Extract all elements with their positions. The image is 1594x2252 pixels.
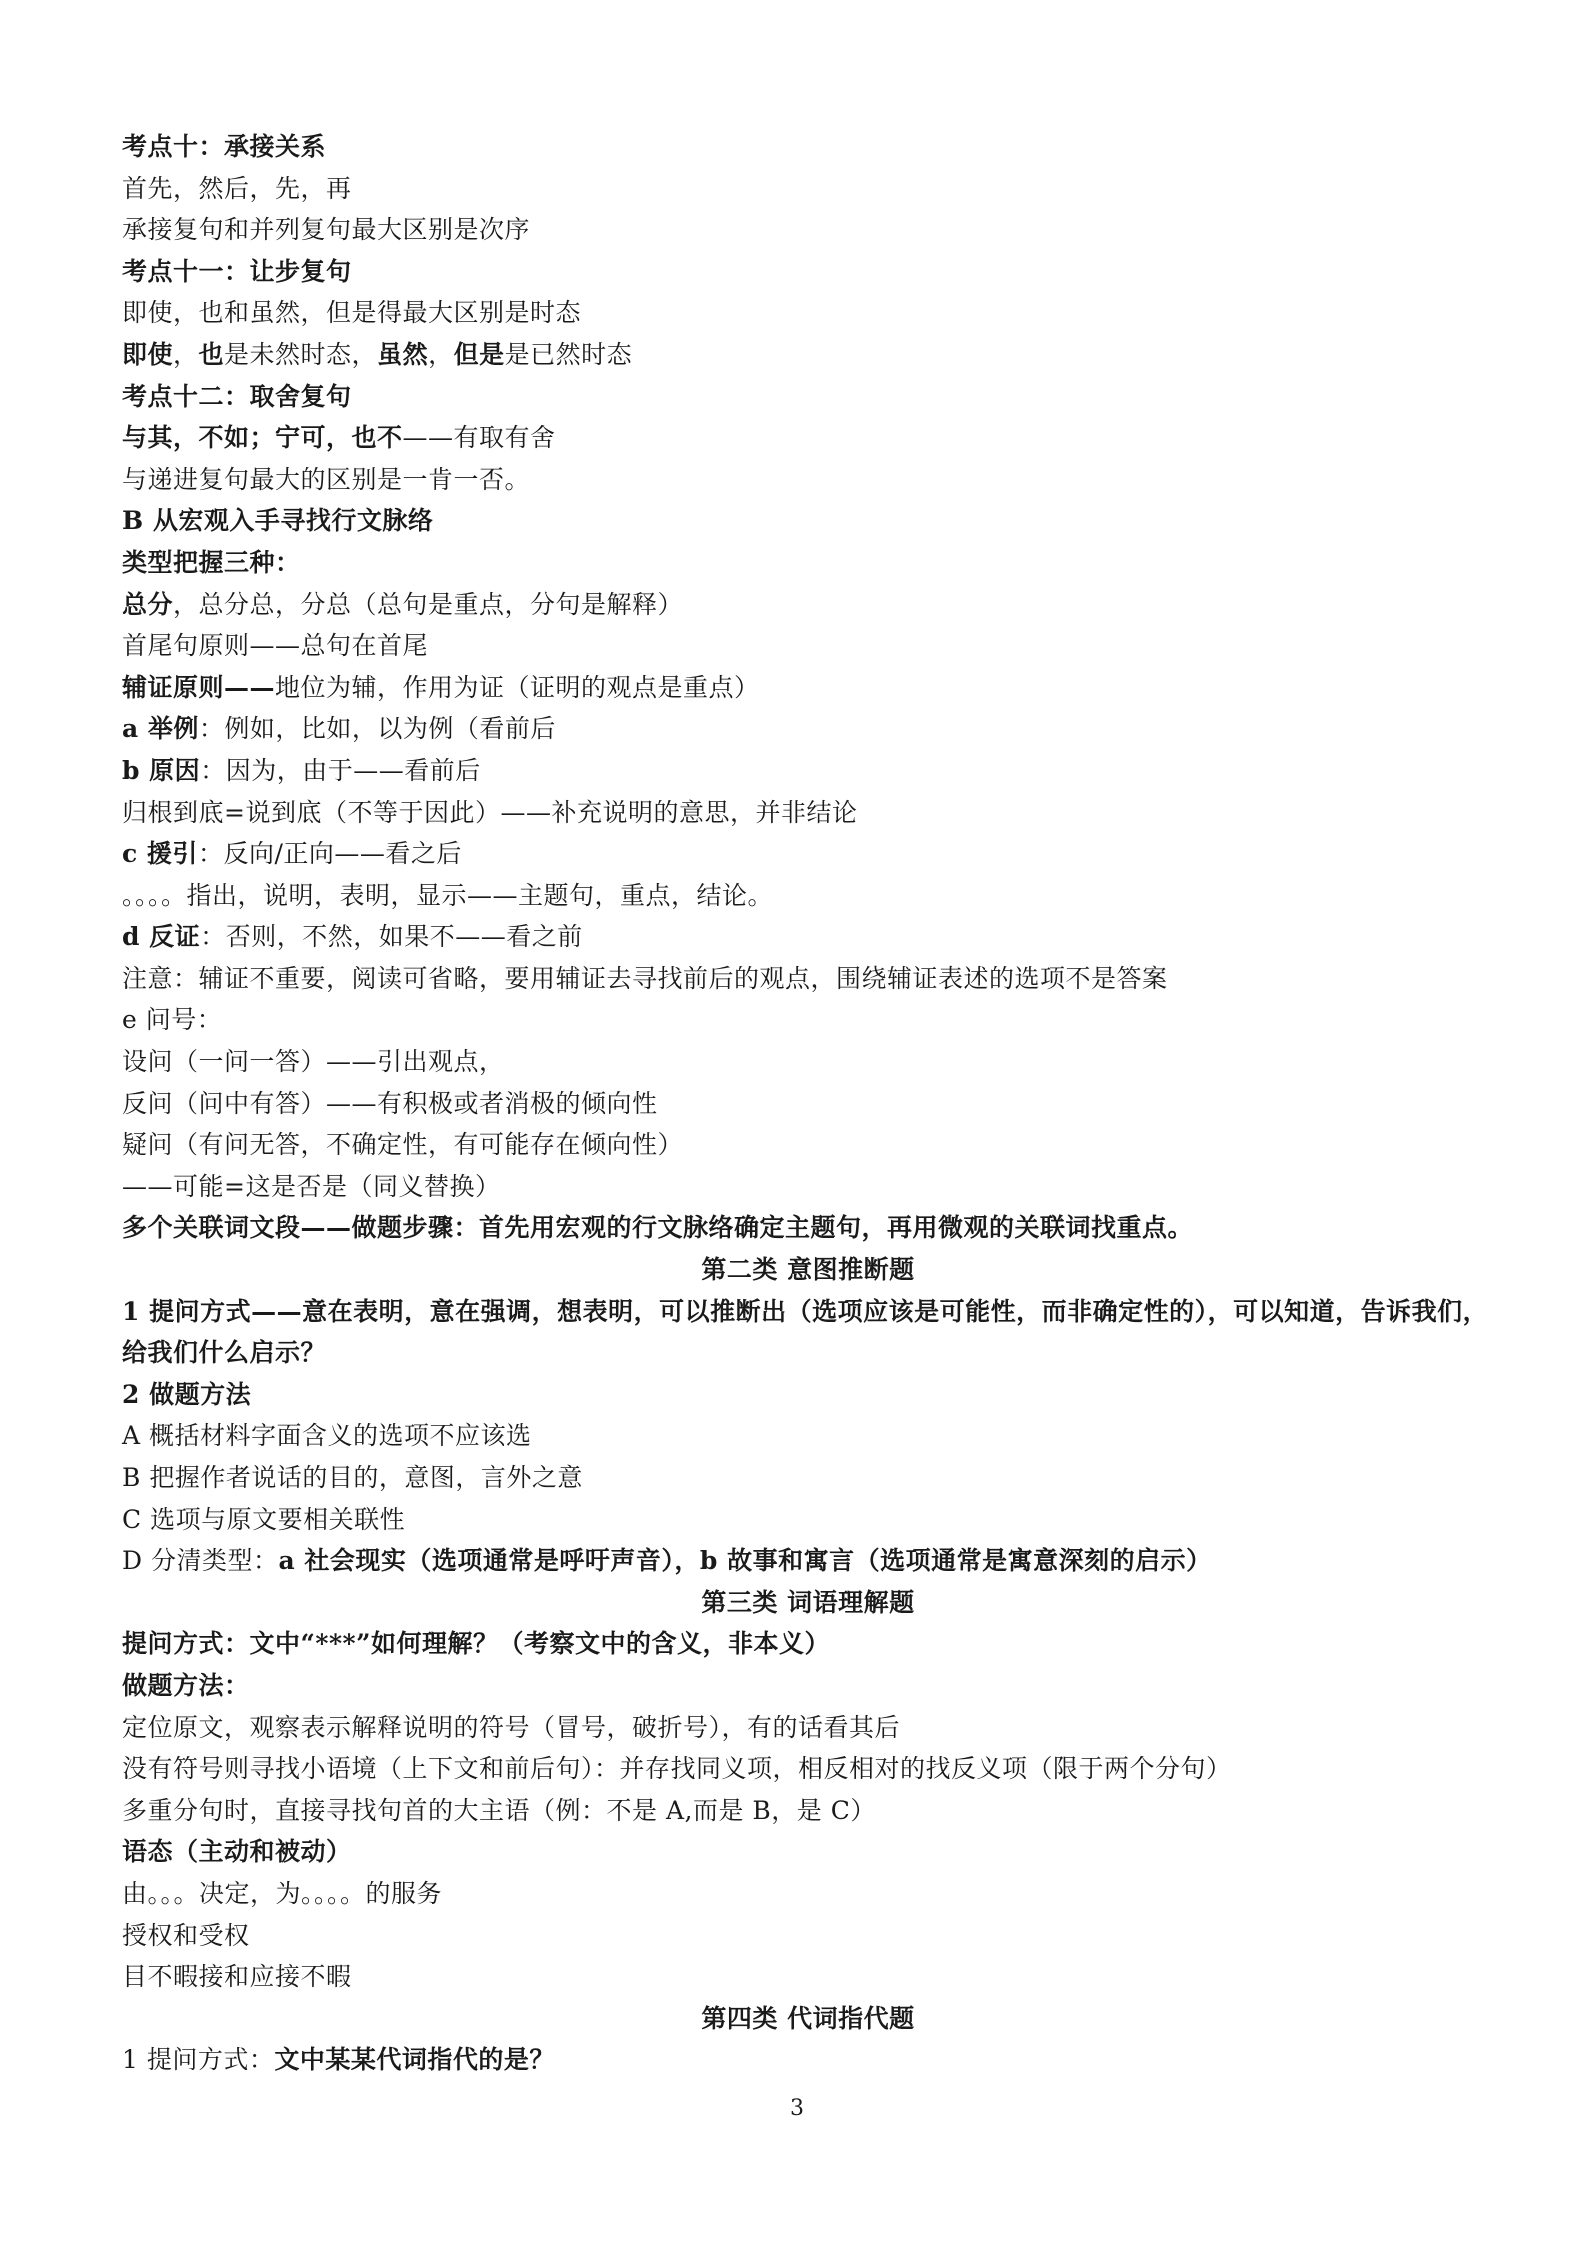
text-segment: 地位为辅，作用为证（证明的观点是重点） <box>275 672 760 702</box>
text-segment: a 举例 <box>122 714 199 744</box>
text-segment: 是未然时态， <box>224 339 378 369</box>
text-line <box>122 1873 1494 1915</box>
text-line <box>122 1956 1494 1998</box>
text-line <box>122 209 1494 251</box>
text-segment: 文中某某代词指代的是？ <box>274 2045 555 2075</box>
text-segment: 考点十二：取舍复句 <box>122 381 352 411</box>
text-line <box>122 500 1494 542</box>
text-segment: ，总分总，分总（总句是重点，分句是解释） <box>173 589 684 619</box>
text-segment: c 援引 <box>122 839 198 869</box>
text-line <box>122 376 1494 418</box>
text-line <box>122 1415 1494 1457</box>
text-line <box>122 1124 1494 1166</box>
text-segment: ， <box>173 339 199 369</box>
text-line <box>122 667 1494 709</box>
text-segment: 归根到底=说到底（不等于因此）——补充说明的意思，并非结论 <box>122 797 858 827</box>
text-segment: 类型把握三种： <box>122 547 301 577</box>
text-segment: 首尾句原则——总句在首尾 <box>122 631 429 661</box>
text-segment: ， <box>428 339 454 369</box>
text-segment: 考点十一：让步复句 <box>122 256 352 286</box>
text-segment: 承接复句和并列复句最大区别是次序 <box>122 215 531 245</box>
text-segment: 即使 <box>122 339 174 369</box>
text-segment: 反问（问中有答）——有积极或者消极的倾向性 <box>122 1088 658 1118</box>
text-segment: 第二类 意图推断题 <box>701 1255 915 1285</box>
text-segment: 第四类 代词指代题 <box>701 2003 915 2033</box>
text-line <box>122 708 1494 750</box>
text-line <box>122 292 1494 334</box>
section-heading <box>122 1582 1494 1624</box>
text-segment: 虽然 <box>377 339 429 369</box>
text-segment: 多个关联词文段——做题步骤：首先用宏观的行文脉络确定主题句，再用微观的关联词找重点。 <box>122 1213 1194 1243</box>
page-number: 3 <box>790 2096 804 2121</box>
text-segment: 提问方式：文中“***”如何理解？（考察文中的含义，非本义） <box>122 1629 830 1659</box>
text-line <box>122 334 1494 376</box>
text-line <box>122 1915 1494 1957</box>
text-line <box>122 1207 1494 1249</box>
text-segment: e 问号： <box>122 1005 223 1035</box>
text-line <box>122 1291 1494 1374</box>
text-line <box>122 251 1494 293</box>
text-line <box>122 875 1494 917</box>
text-line <box>122 1041 1494 1083</box>
text-line <box>122 625 1494 667</box>
text-line <box>122 1499 1494 1541</box>
text-segment: 2 做题方法 <box>122 1379 252 1409</box>
text-segment: 与其，不如；宁可，也不 <box>122 423 403 453</box>
text-line <box>122 1623 1494 1665</box>
text-line <box>122 833 1494 875</box>
text-line <box>122 792 1494 834</box>
text-line <box>122 916 1494 958</box>
text-segment: 辅证原则—— <box>122 672 276 702</box>
text-line <box>122 1665 1494 1707</box>
text-line <box>122 417 1494 459</box>
text-segment: 首先，然后，先，再 <box>122 173 352 203</box>
text-segment: 授权和受权 <box>122 1920 250 1950</box>
text-segment: 没有符号则寻找小语境（上下文和前后句）：并存找同义项，相反相对的找反义项（限于两个分句） <box>122 1754 1232 1784</box>
text-segment: 也 <box>198 339 225 369</box>
text-segment: ：否则，不然，如果不——看之前 <box>200 922 583 952</box>
text-segment: 目不暇接和应接不暇 <box>122 1962 352 1992</box>
text-segment: C 选项与原文要相关联性 <box>122 1504 406 1534</box>
text-segment: 但是 <box>453 339 505 369</box>
text-line <box>122 168 1494 210</box>
text-segment: 第三类 词语理解题 <box>701 1587 915 1617</box>
text-segment: 语态（主动和被动） <box>122 1837 352 1867</box>
text-segment: B 从宏观入手寻找行文脉络 <box>122 506 434 536</box>
text-segment: B 把握作者说话的目的，意图，言外之意 <box>122 1463 583 1492</box>
text-segment: 疑问（有问无答，不确定性，有可能存在倾向性） <box>122 1130 684 1160</box>
text-line <box>122 1790 1494 1832</box>
text-segment: 总分 <box>122 589 174 619</box>
document-body <box>122 126 1494 2081</box>
text-segment: 注意：辅证不重要，阅读可省略，要用辅证去寻找前后的观点，围绕辅证表述的选项不是答案 <box>122 963 1168 993</box>
text-line <box>122 1083 1494 1125</box>
text-segment: 即使，也和虽然，但是得最大区别是时态 <box>122 298 582 328</box>
text-line <box>122 1831 1494 1873</box>
section-heading <box>122 1998 1494 2040</box>
text-segment: 做题方法： <box>122 1670 250 1700</box>
text-segment: 由。。。决定，为。。。。的服务 <box>122 1878 443 1908</box>
text-line <box>122 750 1494 792</box>
text-line <box>122 958 1494 1000</box>
text-line <box>122 1166 1494 1208</box>
text-segment: d 反证 <box>122 922 201 952</box>
text-segment: 。。。。指出，说明，表明，显示——主题句，重点，结论。 <box>122 880 774 910</box>
text-line <box>122 1540 1494 1582</box>
text-line <box>122 1374 1494 1416</box>
text-line <box>122 126 1494 168</box>
text-segment: 定位原文，观察表示解释说明的符号（冒号，破折号），有的话看其后 <box>122 1712 901 1742</box>
text-segment: ——有取有舍 <box>402 423 556 453</box>
text-segment: 1 提问方式——意在表明，意在强调，想表明，可以推断出（选项应该是可能性，而非确定性的），可以知道，告诉我们，给我们什么启示？ <box>122 1296 1489 1368</box>
text-segment: 与递进复句最大的区别是一肯一否。 <box>122 464 531 494</box>
text-line <box>122 999 1494 1041</box>
text-segment: ：因为，由于——看前后 <box>200 755 481 785</box>
text-segment: b 原因 <box>122 755 201 785</box>
text-segment: A 概括材料字面含义的选项不应该选 <box>122 1421 532 1451</box>
text-segment: 设问（一问一答）——引出观点， <box>122 1047 505 1077</box>
text-line <box>122 2039 1494 2081</box>
text-line <box>122 1748 1494 1790</box>
text-line <box>122 1707 1494 1749</box>
section-heading <box>122 1249 1494 1291</box>
text-segment: ——可能=这是否是（同义替换） <box>122 1171 501 1201</box>
text-line <box>122 459 1494 501</box>
text-segment: ：反向/正向——看之后 <box>197 839 462 869</box>
text-segment: a 社会现实（选项通常是呼吁声音），b 故事和寓言（选项通常是寓意深刻的启示） <box>278 1546 1212 1576</box>
text-segment: 是已然时态 <box>504 339 633 369</box>
text-line <box>122 584 1494 626</box>
text-line <box>122 1457 1494 1499</box>
text-segment: 考点十：承接关系 <box>122 132 327 161</box>
text-line <box>122 542 1494 584</box>
text-segment: 多重分句时，直接寻找句首的大主语（例：不是 A,而是 B，是 C） <box>122 1795 876 1825</box>
text-segment: D 分清类型： <box>122 1546 279 1576</box>
text-segment: 1 提问方式： <box>122 2045 275 2075</box>
text-segment: ：例如，比如，以为例（看前后 <box>198 714 556 744</box>
